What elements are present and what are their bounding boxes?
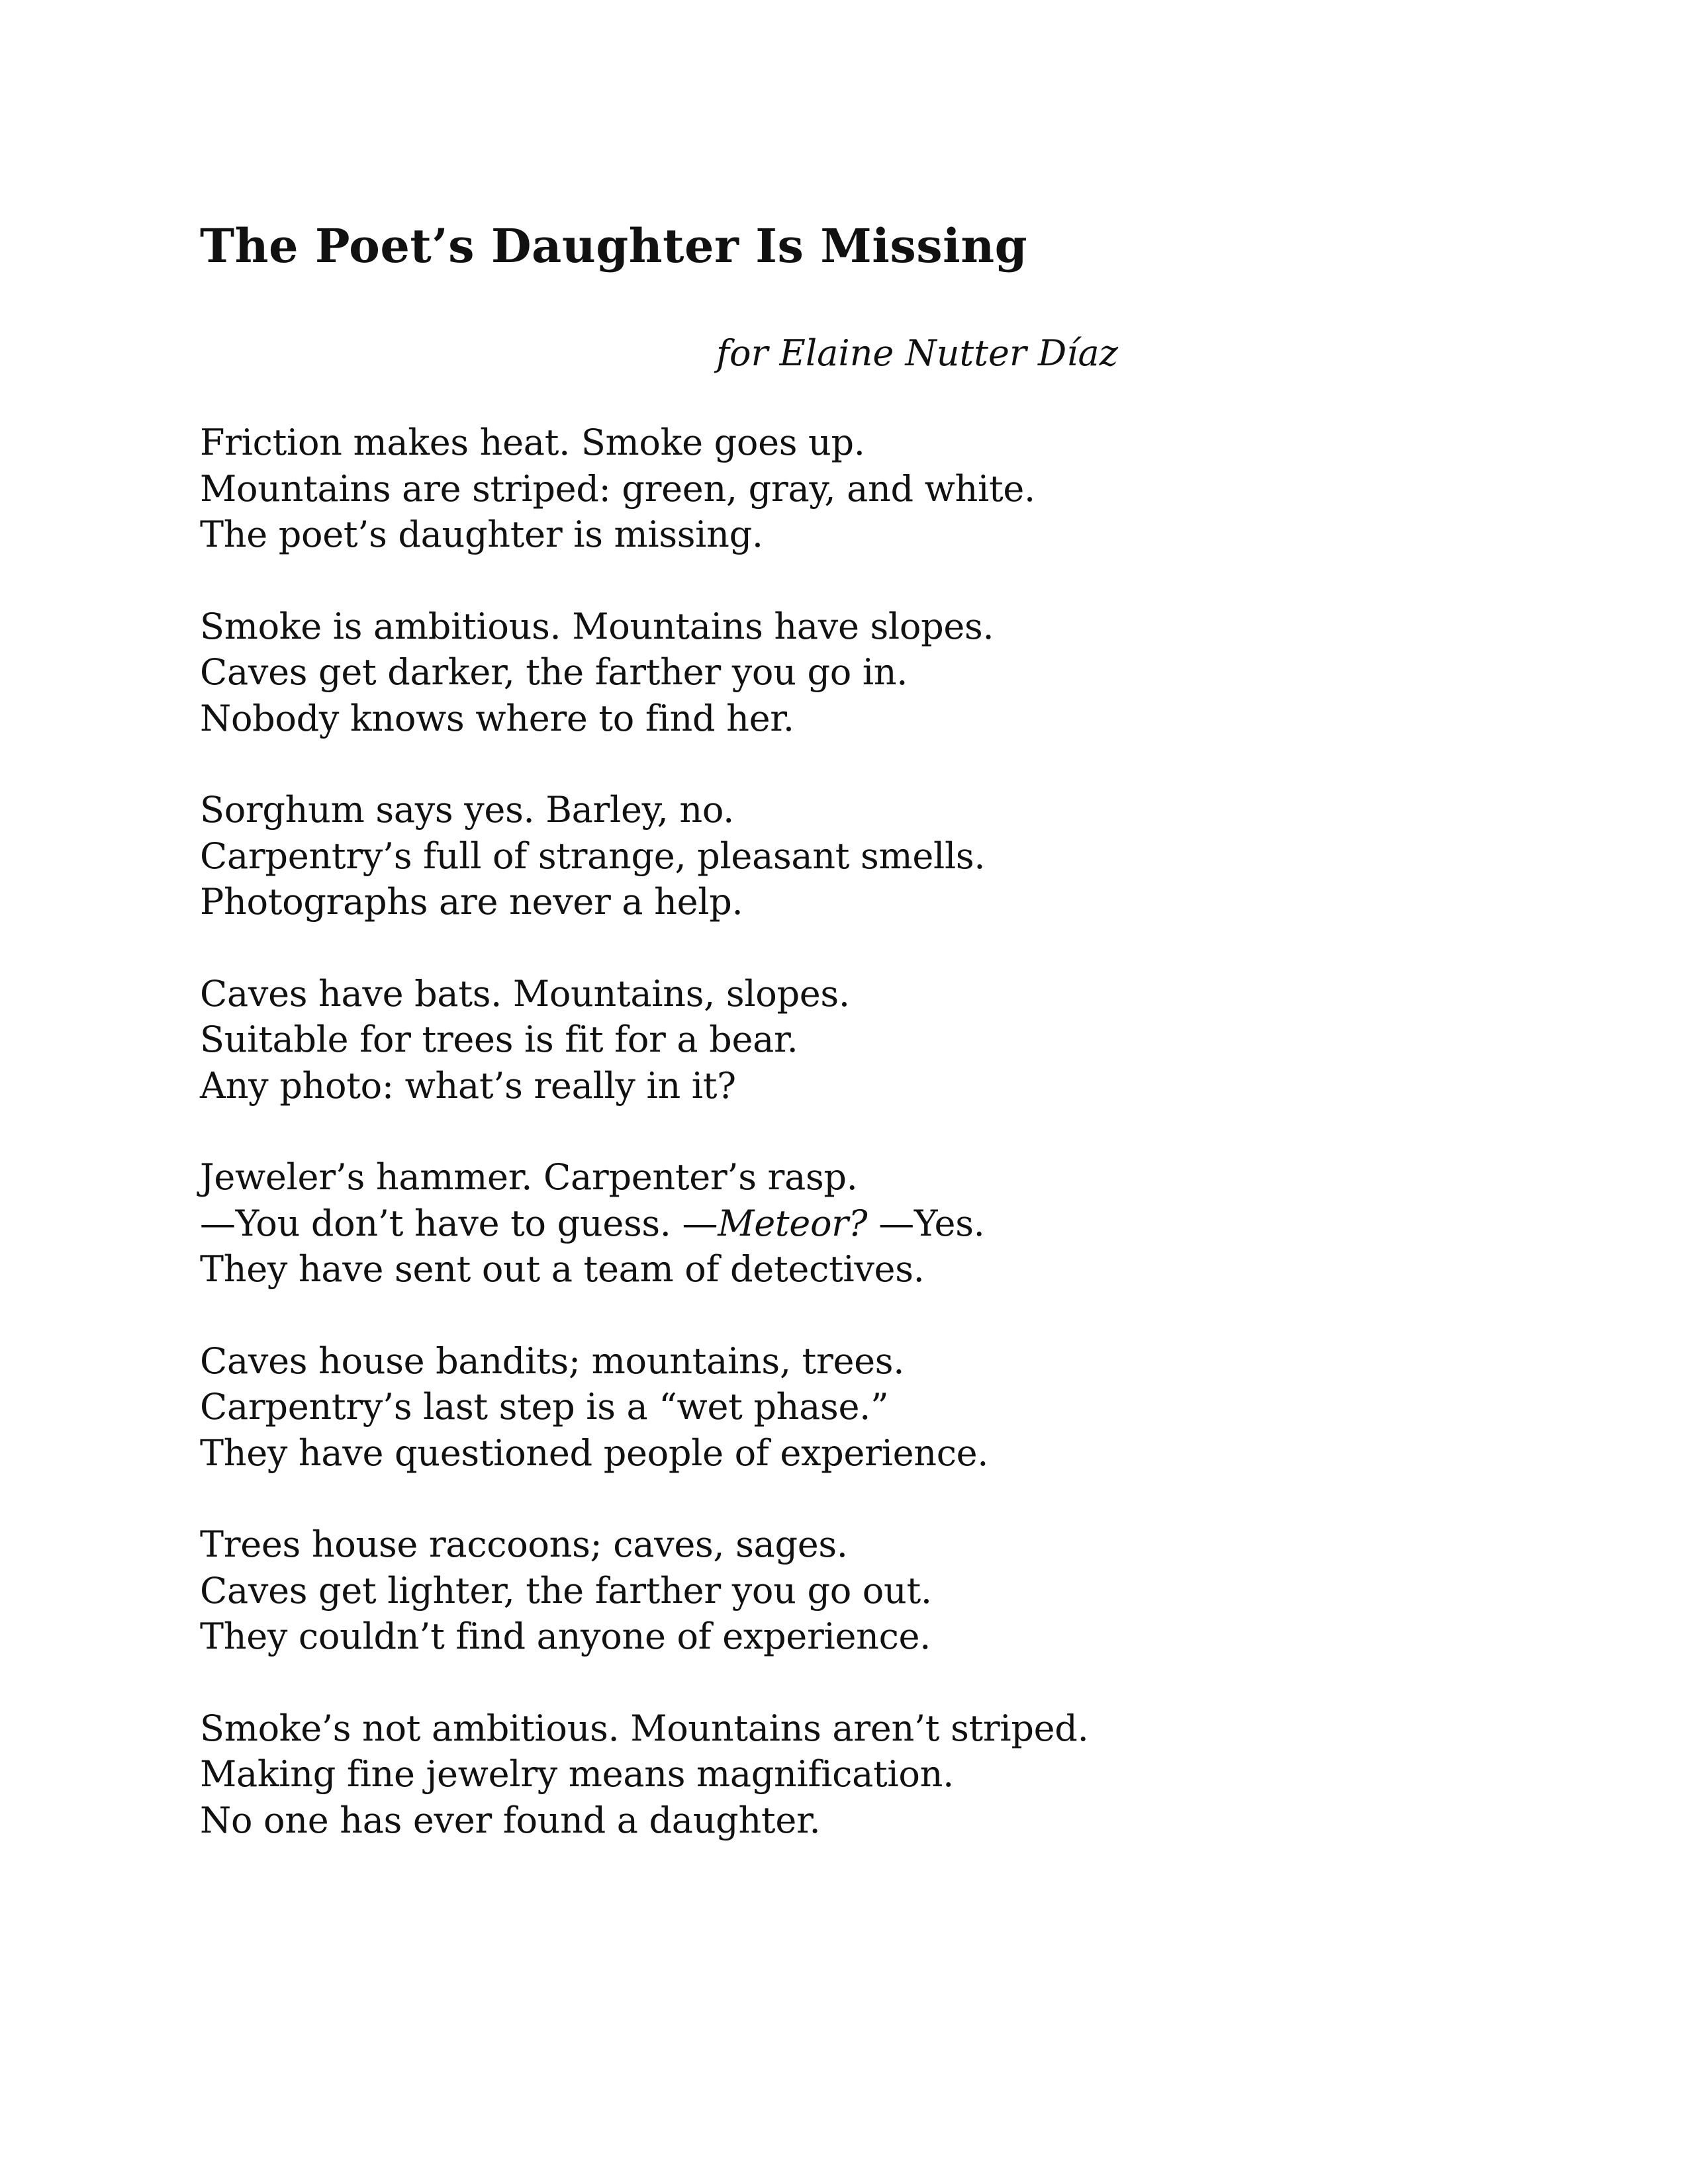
poem-line: Carpentry’s last step is a “wet phase.” xyxy=(200,1386,889,1428)
poem-line: Nobody knows where to find her. xyxy=(200,697,794,739)
poem-line: Smoke’s not ambitious. Mountains aren’t striped. xyxy=(200,1707,1089,1749)
poem-line-segment: —You don’t have to guess. — xyxy=(200,1202,718,1244)
stanza-1 xyxy=(200,420,1524,558)
poem-line: Carpentry’s full of strange, pleasant smells. xyxy=(200,835,986,877)
poem-line: Mountains are striped: green, gray, and white. xyxy=(200,467,1035,510)
poem-line: Photographs are never a help. xyxy=(200,881,743,923)
poem-line: They couldn’t find anyone of experience. xyxy=(200,1615,931,1657)
poem-body xyxy=(200,420,1524,1889)
poem-line: Sorghum says yes. Barley, no. xyxy=(200,789,734,831)
stanza-8 xyxy=(200,1706,1524,1844)
poem-line: Caves house bandits; mountains, trees. xyxy=(200,1340,905,1382)
poem-line: The poet’s daughter is missing. xyxy=(200,514,763,555)
stanza-5 xyxy=(200,1154,1524,1293)
poem-line: They have sent out a team of detectives. xyxy=(200,1248,925,1290)
poem-line: Making fine jewelry means magnification. xyxy=(200,1753,954,1795)
stanza-4 xyxy=(200,971,1524,1109)
poem-line: Any photo: what’s really in it? xyxy=(200,1064,736,1107)
stanza-3 xyxy=(200,787,1524,925)
stanza-6 xyxy=(200,1338,1524,1477)
poem-line: They have questioned people of experience. xyxy=(200,1432,989,1474)
stanza-2 xyxy=(200,604,1524,742)
poem-line: Caves get lighter, the farther you go out. xyxy=(200,1569,932,1612)
poem-dedication: for Elaine Nutter Díaz xyxy=(716,332,1119,374)
poem-line: No one has ever found a daughter. xyxy=(200,1799,821,1841)
poem-line: Trees house raccoons; caves, sages. xyxy=(200,1524,848,1565)
poem-line: Jeweler’s hammer. Carpenter’s rasp. xyxy=(200,1156,858,1198)
poem-line: Caves have bats. Mountains, slopes. xyxy=(200,972,850,1015)
poem-line: Smoke is ambitious. Mountains have slopes. xyxy=(200,605,994,647)
poem-line-segment: —Yes. xyxy=(867,1202,985,1244)
stanza-7 xyxy=(200,1522,1524,1660)
poem-line: Suitable for trees is fit for a bear. xyxy=(200,1019,798,1060)
poem-line-italic-segment: Meteor? xyxy=(718,1202,868,1244)
poem-line: Caves get darker, the farther you go in. xyxy=(200,651,908,693)
poem-title: The Poet’s Daughter Is Missing xyxy=(200,218,1028,273)
poem-line: Friction makes heat. Smoke goes up. xyxy=(200,422,865,463)
poem-line-mixed xyxy=(200,1201,1524,1247)
